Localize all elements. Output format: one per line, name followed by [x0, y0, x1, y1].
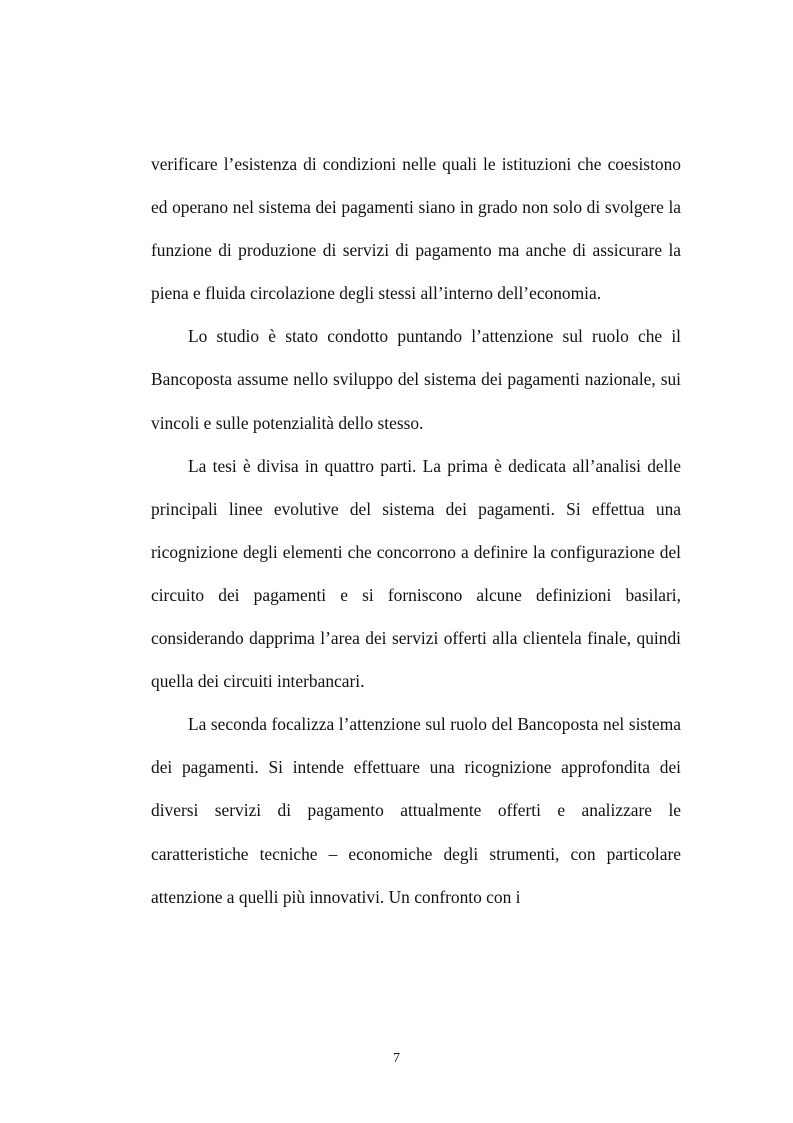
body-text	[151, 143, 681, 919]
paragraph-second-part: La seconda focalizza l’attenzione sul ruolo del Bancoposta nel sistema dei pagamenti. Si intende effettuare una ricognizione approfondita dei diversi servizi di pagamento attualmente offerti e analizzare le caratteristiche tecniche – economiche degli strumenti, con particolare attenzione a quelli più innovativi. Un confronto con i	[151, 714, 681, 907]
page-number: 7	[393, 1051, 400, 1066]
paragraph-thesis-structure: La tesi è divisa in quattro parti. La prima è dedicata all’analisi delle principali linee evolutive del sistema dei pagamenti. Si effettua una ricognizione degli elementi che concorrono a definire la configurazione del circuito dei pagamenti e si forniscono alcune definizioni basilari, considerando dapprima l’area dei servizi offerti alla clientela finale, quindi quella dei circuiti interbancari.	[151, 455, 681, 692]
paragraph-continuation: verificare l’esistenza di condizioni nelle quali le istituzioni che coesistono ed operano nel sistema dei pagamenti siano in grado non solo di svolgere la funzione di produzione di servizi di pagamento ma anche di assicurare la piena e fluida circolazione degli stessi all’interno dell’economia.	[151, 154, 681, 304]
paragraph-study-focus: Lo studio è stato condotto puntando l’attenzione sul ruolo che il Bancoposta assume nello sviluppo del sistema dei pagamenti nazionale, sui vincoli e sulle potenzialità dello stesso.	[151, 326, 681, 433]
